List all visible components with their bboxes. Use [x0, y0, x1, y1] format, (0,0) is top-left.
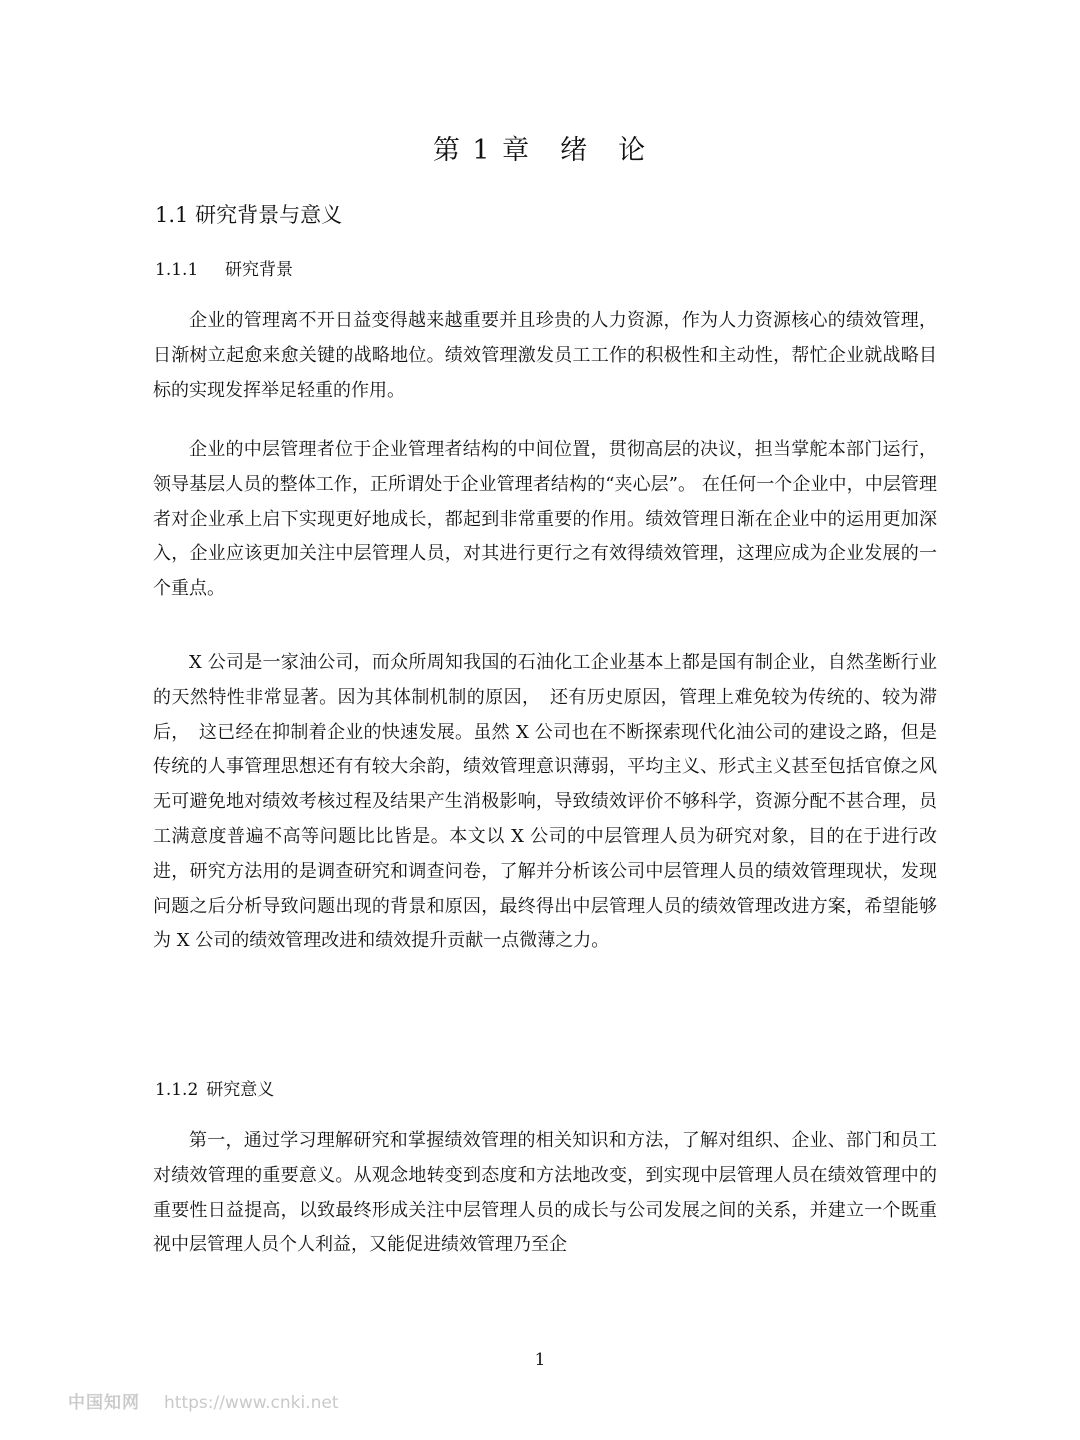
subsection-heading-background: [155, 255, 293, 280]
subsection-title: 研究意义: [206, 1080, 275, 1100]
paragraph: 第一，通过学习理解研究和掌握绩效管理的相关知识和方法，了解对组织、企业、部门和员工对绩效管理的重要意义。从观念地转变到态度和方法地改变，到实现中层管理人员在绩效管理中的重要性日益提高，以致最终形成关注中层管理人员的成长与公司发展之间的关系，并建立一个既重视中层管理人员个人利益，又能促进绩效管理乃至企: [153, 1130, 937, 1256]
section-heading: 1.1 研究背景与意义: [155, 203, 343, 227]
watermark-brand: 中国知网: [68, 1393, 140, 1413]
paragraph: 企业的管理离不开日益变得越来越重要并且珍贵的人力资源，作为人力资源核心的绩效管理，日渐树立起愈来愈关键的战略地位。绩效管理激发员工工作的积极性和主动性，帮忙企业就战略目标的实现发挥举足轻重的作用。: [153, 310, 937, 401]
paragraph: X 公司是一家油公司，而众所周知我国的石油化工企业基本上都是国有制企业，自然垄断行业的天然特性非常显著。因为其体制机制的原因， 还有历史原因，管理上难免较为传统的、较为滞后， 这已经在抑制着企业的快速发展。虽然 X 公司也在不断探索现代化油公司的建设之路，但是传统的人事管理思想还有有较大余韵，绩效管理意识薄弱，平均主义、形式主义甚至包括官僚之风无可避免地对绩效考核过程及结果产生消极影响，导致绩效评价不够科学，资源分配不甚合理，员工满意度普遍不高等问题比比皆是。本文以 X 公司的中层管理人员为研究对象，目的在于进行改进，研究方法用的是调查研究和调查问卷，了解并分析该公司中层管理人员的绩效管理现状，发现问题之后分析导致问题出现的背景和原因，最终得出中层管理人员的绩效管理改进方案，希望能够为 X 公司的绩效管理改进和绩效提升贡献一点微薄之力。: [153, 652, 937, 952]
paragraph: 企业的中层管理者位于企业管理者结构的中间位置，贯彻高层的决议，担当掌舵本部门运行，领导基层人员的整体工作，正所谓处于企业管理者结构的“夹心层”。 在任何一个企业中，中层管理者对企业承上启下实现更好地成长，都起到非常重要的作用。绩效管理日渐在企业中的运用更加深入，企业应该更加关注中层管理人员，对其进行更行之有效得绩效管理，这理应成为企业发展的一个重点。: [153, 439, 937, 600]
subsection-heading-significance: [155, 1075, 274, 1100]
page-number: 1: [534, 1350, 546, 1370]
subsection-number: 1.1.2: [155, 1080, 199, 1100]
cnki-watermark: [68, 1388, 338, 1413]
subsection-title: 研究背景: [225, 260, 293, 280]
subsection-number: 1.1.1: [155, 260, 199, 280]
chapter-title: 第 1 章 绪 论: [432, 135, 648, 166]
watermark-url: https://www.cnki.net: [164, 1393, 339, 1413]
